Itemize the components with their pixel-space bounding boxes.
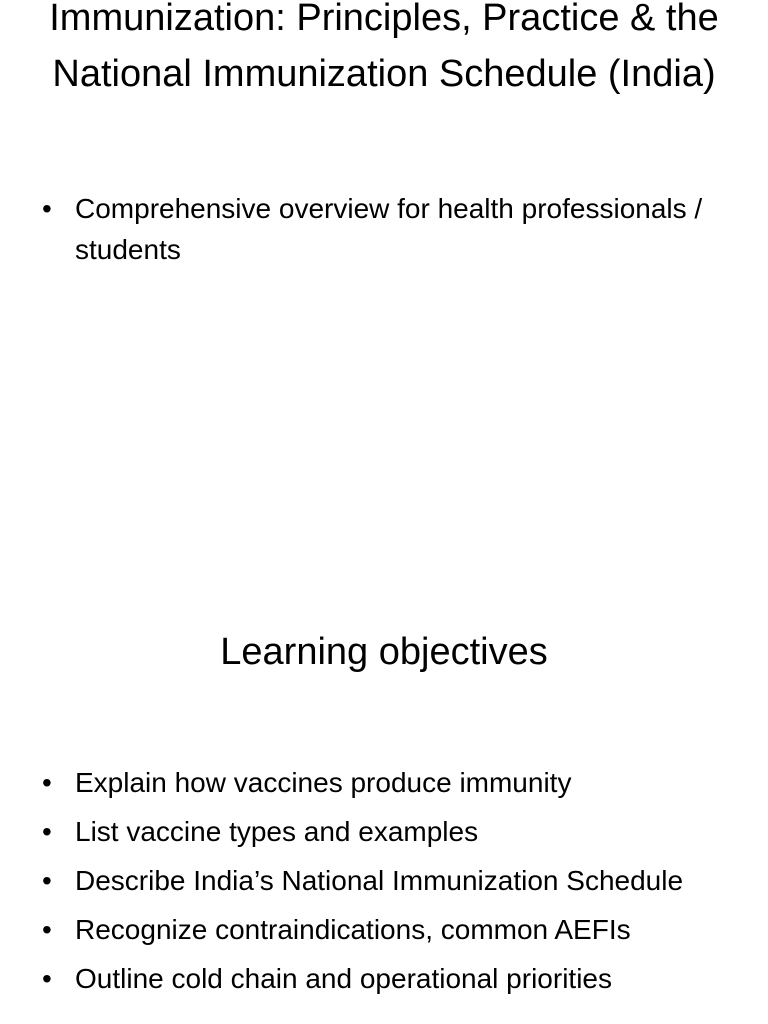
bullet-text: Outline cold chain and operational priorities [75, 963, 612, 994]
bullet-dot-icon: • [42, 193, 52, 224]
slide-title: Immunization: Principles, Practice & the National Immunization Schedule (India) [49, 0, 719, 95]
bullet-dot-icon: • [42, 767, 52, 798]
bullet-text: List vaccine types and examples [75, 816, 479, 847]
bullet-list [42, 188, 722, 280]
slide-title: Learning objectives [220, 631, 548, 673]
bullet-item [42, 959, 722, 998]
bullet-item [42, 188, 722, 270]
bullet-item [42, 861, 722, 900]
bullet-list [42, 763, 722, 1008]
bullet-dot-icon: • [42, 963, 52, 994]
bullet-dot-icon: • [42, 914, 52, 945]
bullet-dot-icon: • [42, 865, 52, 896]
bullet-item [42, 763, 722, 802]
bullet-text: Explain how vaccines produce immunity [75, 767, 572, 798]
bullet-text: Describe India’s National Immunization Schedule [75, 865, 684, 896]
bullet-item [42, 910, 722, 949]
bullet-item [42, 812, 722, 851]
slide-2 [0, 560, 768, 1024]
bullet-text: Recognize contraindications, common AEFIs [75, 914, 631, 945]
bullet-text: Comprehensive overview for health professionals / students [75, 193, 703, 265]
bullet-dot-icon: • [42, 816, 52, 847]
